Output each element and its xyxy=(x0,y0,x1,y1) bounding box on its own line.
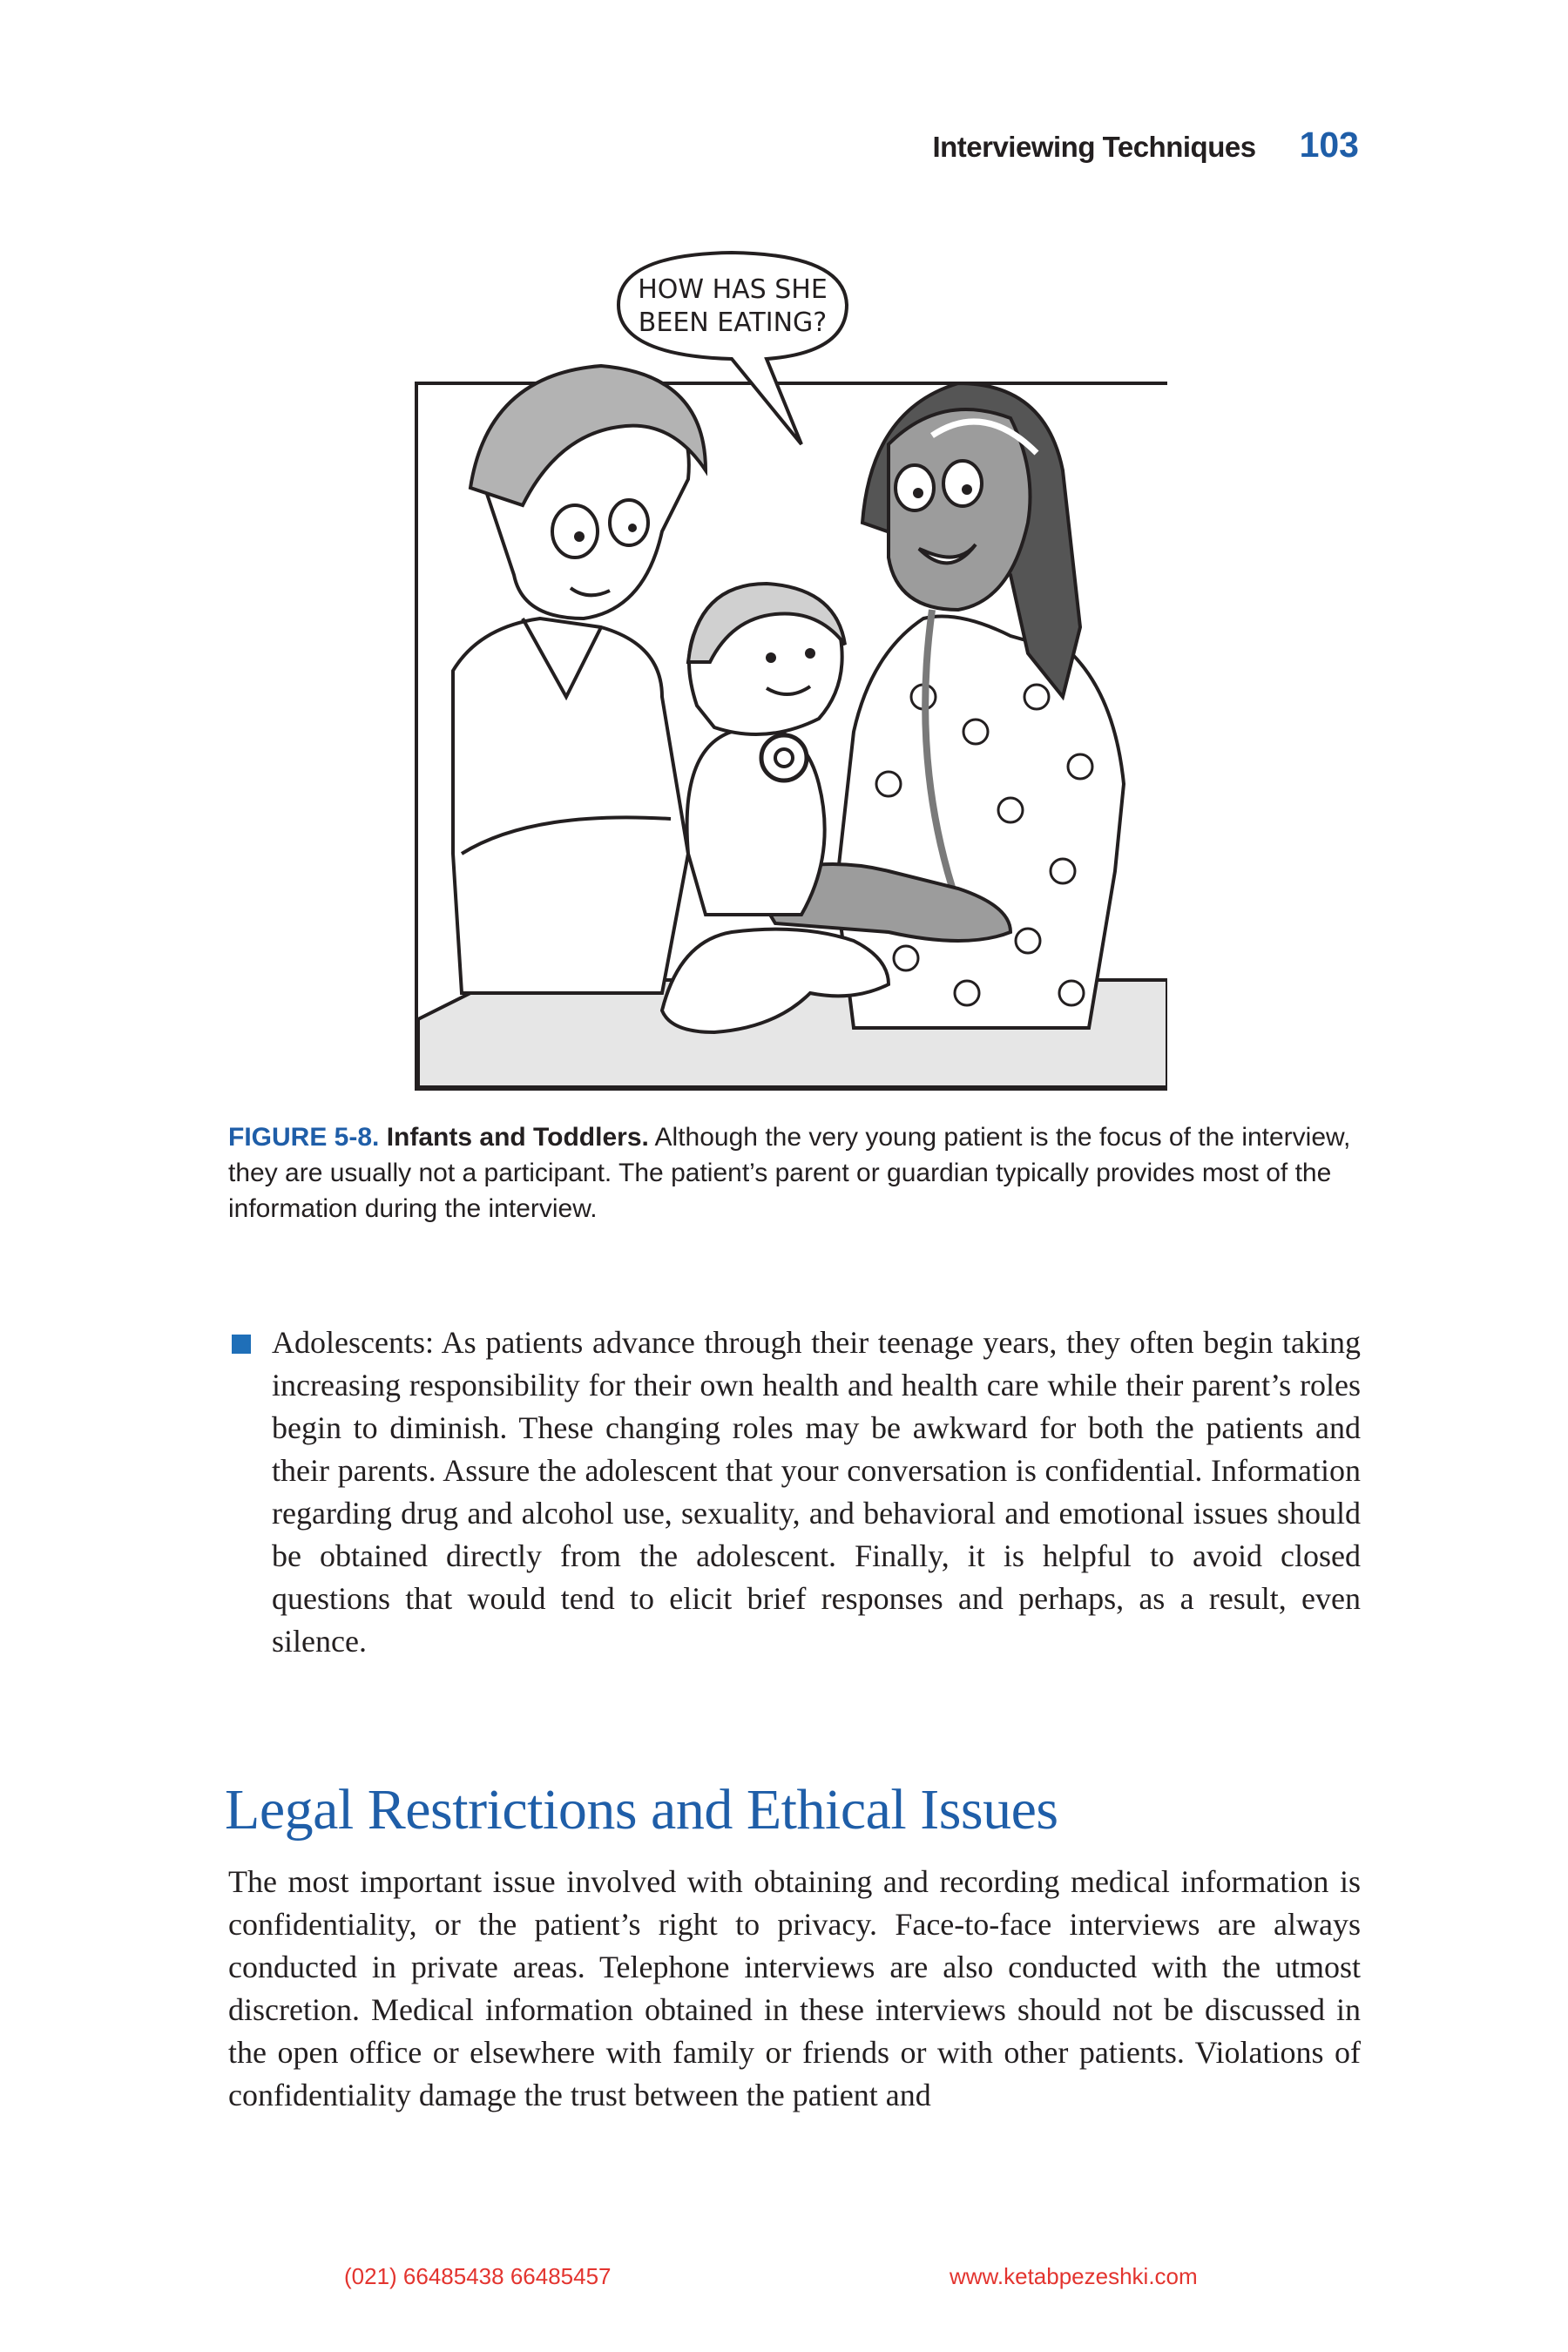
section-heading: Legal Restrictions and Ethical Issues xyxy=(225,1778,1058,1842)
body-paragraph: The most important issue involved with obtaining and recording medical information is confidentiality, or the patient’s right to privacy. Face-to-face interviews are always conducted in private areas. Telephone interviews are also conducted with the utmost discretion. Medical information obtained in these interviews should not be discussed in the open office or elsewhere with family or friends or with other patients. Violations of confidentiality damage the trust between the patient and xyxy=(228,1864,1361,2112)
caption-title: Infants and Toddlers. xyxy=(386,1123,649,1152)
speech-bubble-line-2: BEEN EATING? xyxy=(638,308,828,338)
figure-illustration xyxy=(401,244,1167,1098)
bullet-text: Adolescents: As patients advance through their teenage years, they often begin taking increasing responsibility for their own health and health care while their parent’s roles begin to diminish. These changing roles may be awkward for both the patients and their parents. Assure the adolescent that your conversation is confidential. Information regarding drug and alcohol use, sexuality, and behavioral and emotional issues should be obtained directly from the adolescent. Finally, it is helpful to avoid closed questions that would tend to elicit brief responses and perhaps, as a result, even silence. xyxy=(272,1325,1361,1659)
running-head xyxy=(836,125,1359,166)
bullet-square-icon xyxy=(232,1335,251,1354)
caption-figure-number: FIGURE 5-8. xyxy=(228,1123,380,1152)
footer-phone: (021) 66485438 66485457 xyxy=(344,2263,612,2289)
page-number: 103 xyxy=(1299,125,1359,165)
footer-website[interactable]: www.ketabpezeshki.com xyxy=(950,2263,1198,2289)
bullet-item-adolescents xyxy=(228,1321,1361,1663)
figure-caption xyxy=(228,1119,1361,1227)
caption-text: Although the very young patient is the focus of the interview, they are usually not a participant. The patient’s parent or guardian typically provides most of the information during the interview. xyxy=(228,1123,1351,1223)
speech-bubble-line-1: HOW HAS SHE xyxy=(638,274,828,305)
running-head-title: Interviewing Techniques xyxy=(932,131,1256,163)
